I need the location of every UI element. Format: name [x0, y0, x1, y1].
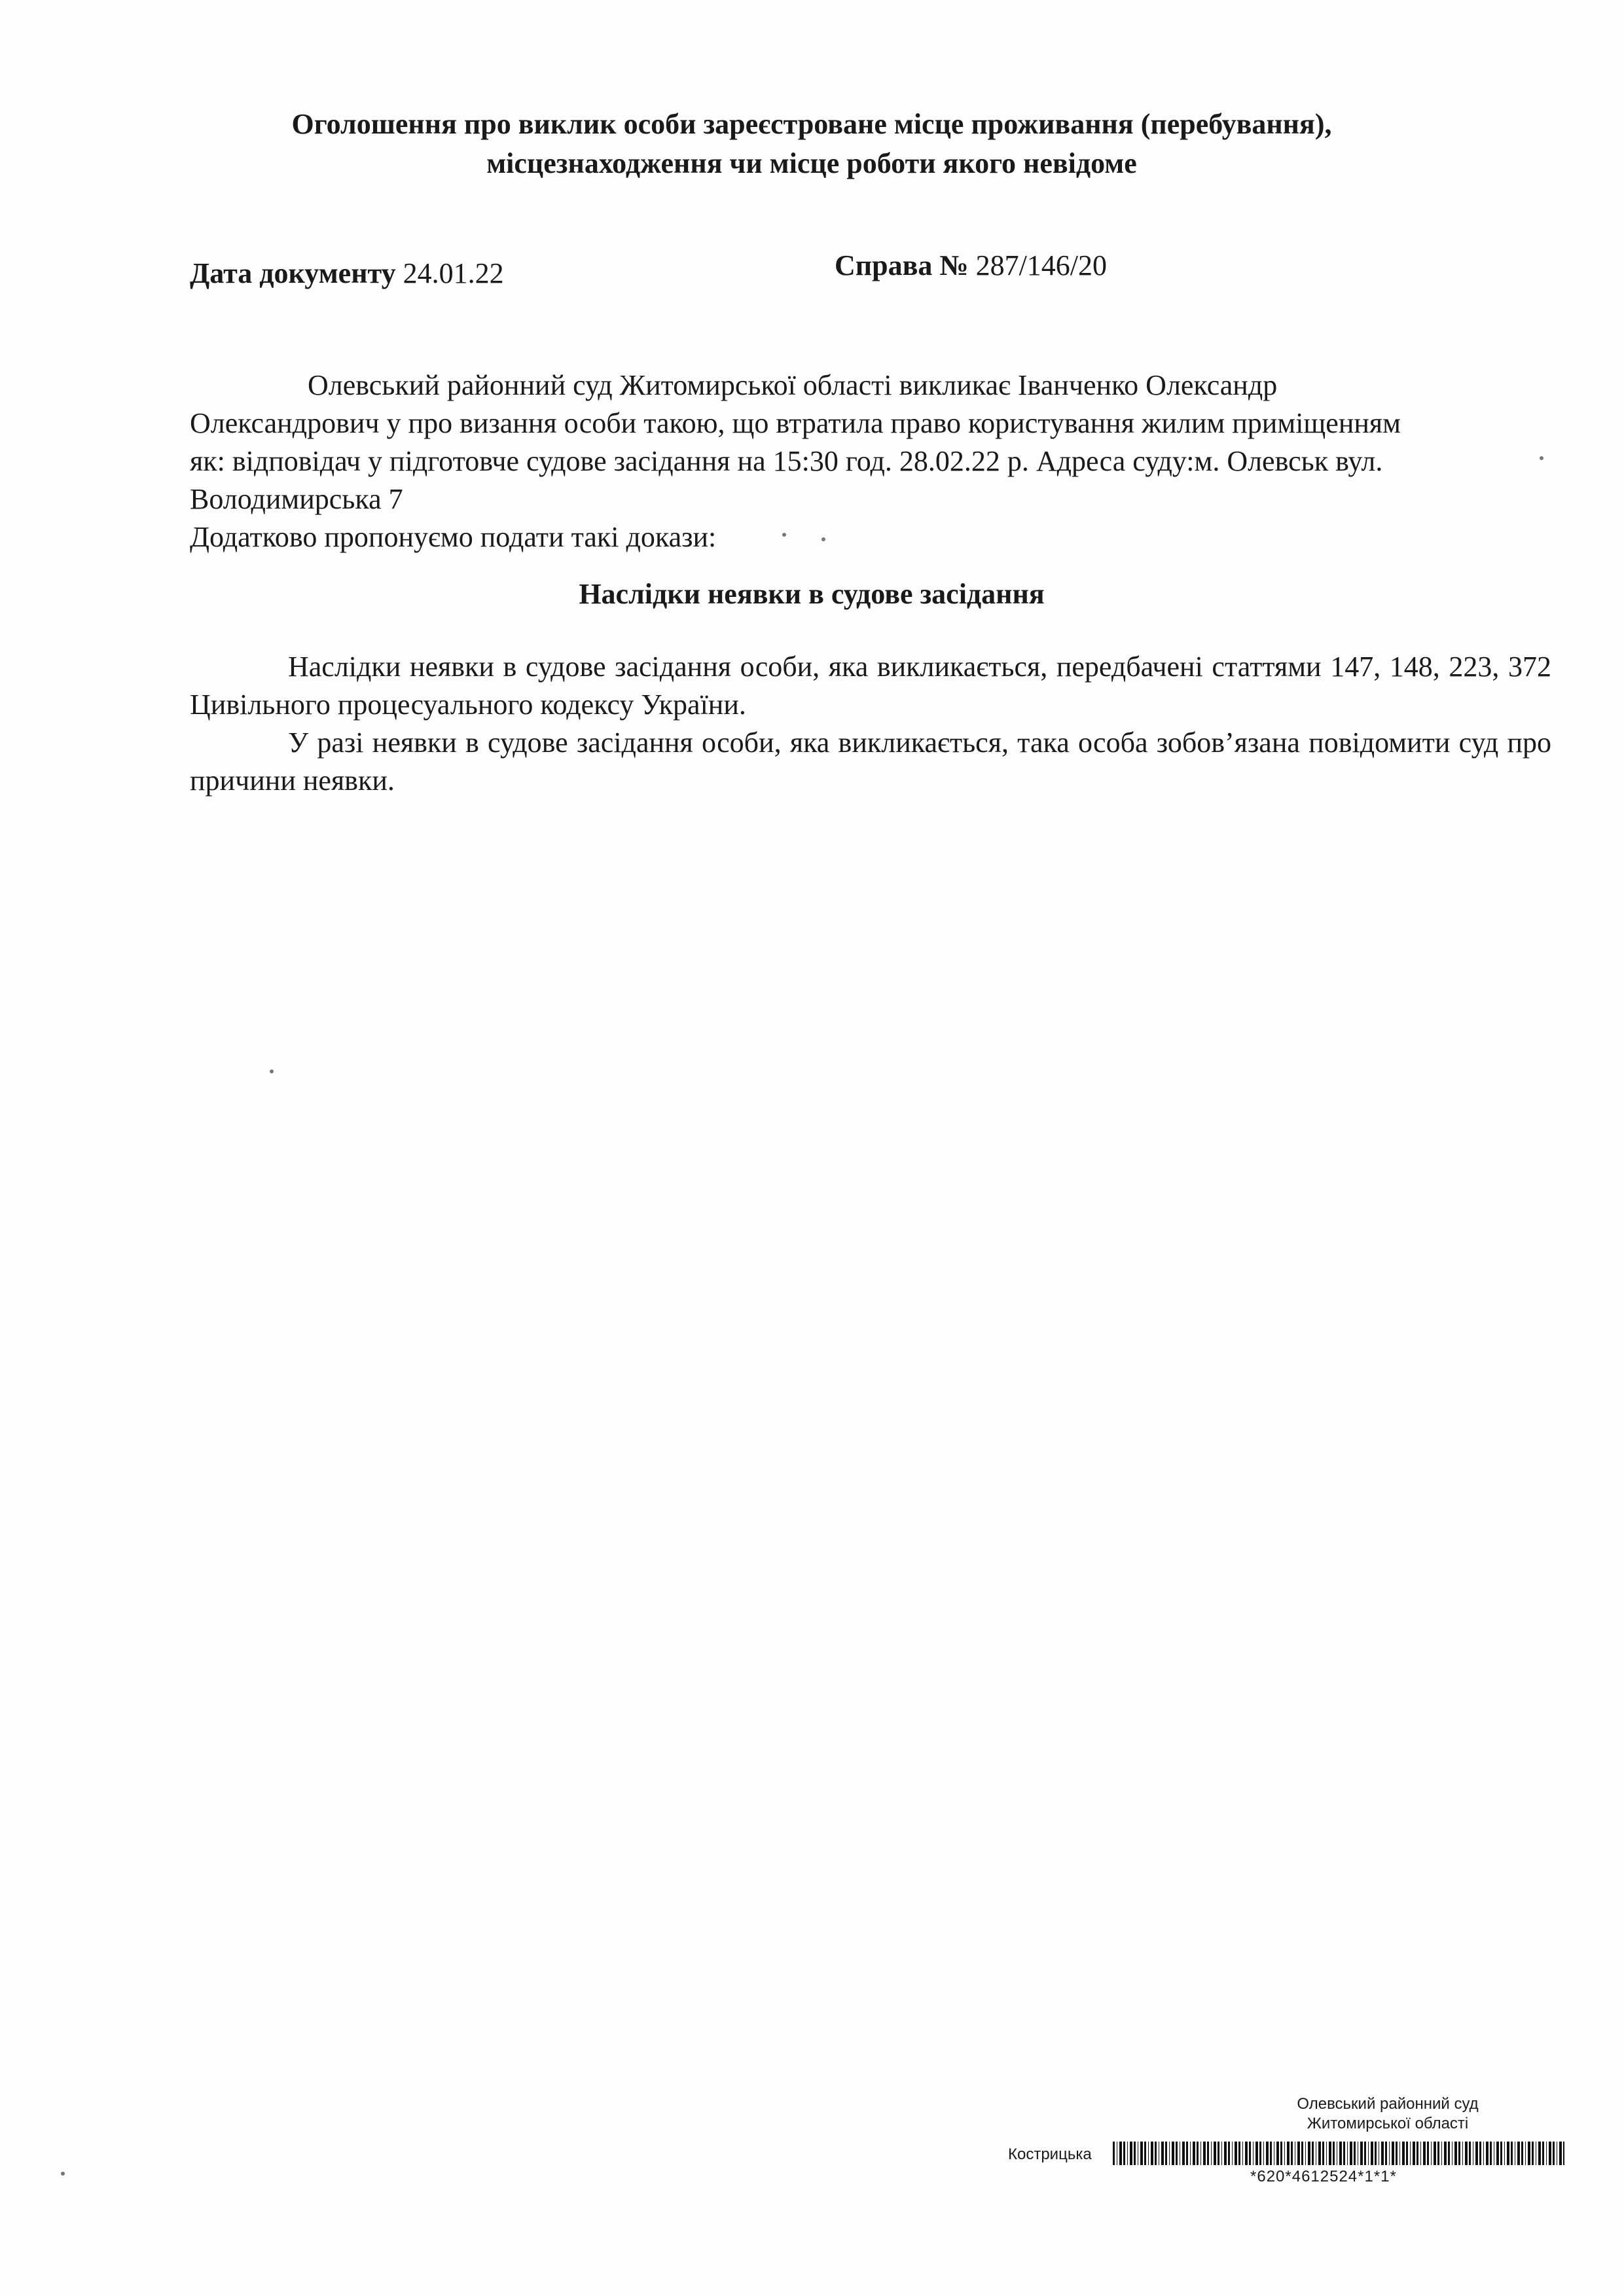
summons-line-2: Олександрович у про визання особи такою, що втратила право користування жилим приміщенням: [190, 407, 1401, 439]
summons-line-4: Володимирська 7: [190, 483, 403, 515]
case-value: 287/146/20: [975, 249, 1108, 281]
document-title: [196, 105, 1427, 183]
consequences-heading: Наслідки неявки в судове засідання: [579, 578, 1045, 610]
summons-paragraph: [190, 367, 1551, 556]
case-label: Справа №: [835, 249, 969, 281]
consequences-paragraph-1: Наслідки неявки в судове засідання особи, яка викликається, передбачені статтями 147, 148, 223, 372 Цивільного процесуального кодексу України.: [190, 651, 1551, 721]
clerk-name: Кострицька: [1008, 2145, 1092, 2163]
summons-line-3: як: відповідач у підготовче судове засідання на 15:30 год. 28.02.22 р. Адреса суду:м. Олевськ вул.: [190, 445, 1383, 477]
document-date: [190, 255, 504, 292]
consequences-text: [190, 648, 1551, 800]
date-value: 24.01.22: [403, 257, 504, 289]
stamp-court-line-2: Житомирської області: [1307, 2115, 1469, 2132]
evidence-line: Додатково пропонуємо подати такі докази:: [190, 521, 717, 553]
scan-speck: [61, 2172, 65, 2176]
stamp-court-name: [1231, 2094, 1545, 2134]
barcode-text: *620*4612524*1*1*: [1250, 2168, 1397, 2185]
stamp-court-line-1: Олевський районний суд: [1297, 2095, 1479, 2113]
scan-speck: [782, 533, 786, 537]
case-number: [835, 247, 1107, 284]
summons-line-1: Олевський районний суд Житомирської області викликає Іванченко Олександр: [308, 369, 1278, 401]
date-label: Дата документу: [190, 257, 396, 289]
scan-speck: [1540, 456, 1543, 460]
barcode: [1113, 2142, 1564, 2165]
title-line-2: місцезнаходження чи місце роботи якого невідоме: [486, 147, 1137, 179]
consequences-paragraph-2: У разі неявки в судове засідання особи, яка викликається, така особа зобов’язана повідомити суд про причини неявки.: [190, 726, 1551, 797]
title-line-1: Оголошення про виклик особи зареєстроване місце проживання (перебування),: [291, 108, 1332, 140]
scan-speck: [821, 537, 825, 541]
scan-speck: [270, 1069, 274, 1073]
